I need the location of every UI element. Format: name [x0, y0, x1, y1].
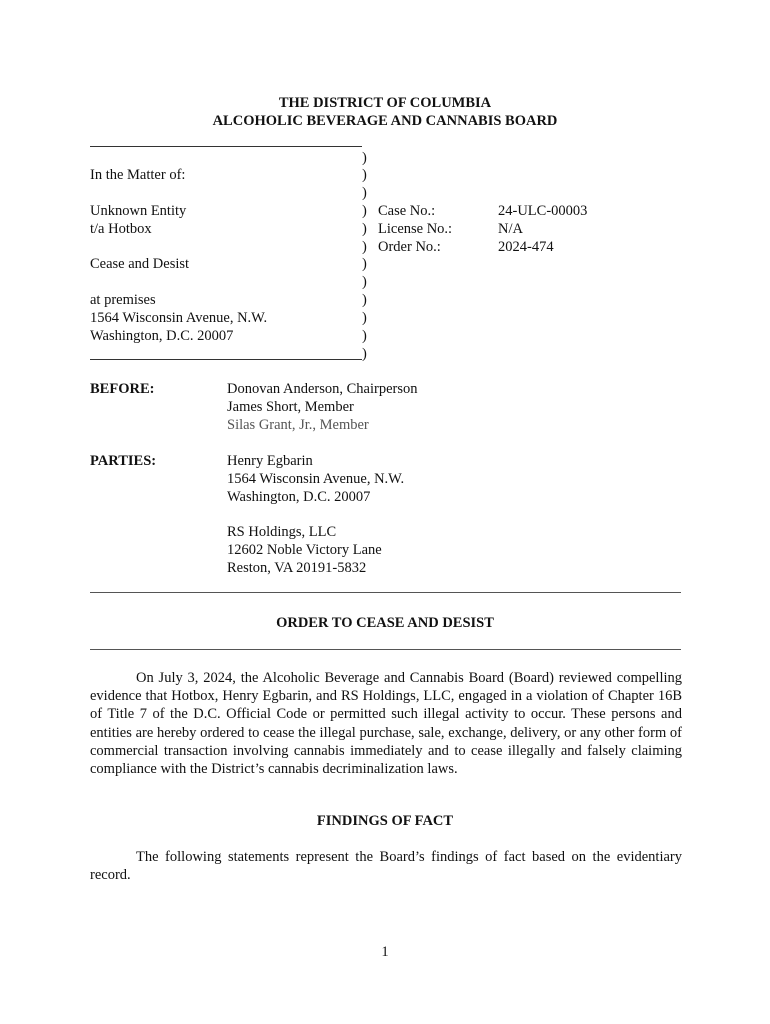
matter-label: In the Matter of: — [90, 167, 186, 183]
board-member: Silas Grant, Jr., Member — [227, 417, 369, 433]
before-label: BEFORE: — [90, 381, 155, 397]
entity-name: Unknown Entity — [90, 203, 187, 219]
parties-label: PARTIES: — [90, 453, 157, 469]
section-rule — [90, 592, 681, 593]
caption-paren: ) — [362, 310, 367, 326]
party-line: Henry Egbarin — [227, 453, 313, 469]
case-no-value: 24-ULC-00003 — [498, 203, 588, 219]
board-member: Donovan Anderson, Chairperson — [227, 381, 418, 397]
page-number: 1 — [381, 944, 389, 960]
caption-paren: ) — [362, 346, 367, 362]
premises-city: Washington, D.C. 20007 — [90, 328, 234, 344]
caption-paren: ) — [362, 292, 367, 308]
caption-paren: ) — [362, 239, 367, 255]
caption-paren: ) — [362, 150, 367, 166]
caption-paren: ) — [362, 256, 367, 272]
party-line: Reston, VA 20191-5832 — [227, 560, 367, 576]
order-no-label: Order No.: — [378, 239, 441, 255]
intro-paragraph: On July 3, 2024, the Alcoholic Beverage and Cannabis Board (Board) reviewed compelling evidence that Hotbox, Henry Egbarin, and RS Holdings, LLC, engaged in a violation of Chapter 16B of Title 7 of the D.C. Official Code or permitted such illegal activity to occur. These persons and entities are hereby ordered to cease the illegal purchase, sale, exchange, delivery, or any other form of commercial transaction involving cannabis immediately and to cease illegally and falsely claiming compliance with the District’s cannabis decriminalization laws. — [90, 670, 682, 778]
agency-title: THE DISTRICT OF COLUMBIA — [278, 95, 492, 111]
board-title: ALCOHOLIC BEVERAGE AND CANNABIS BOARD — [212, 113, 558, 129]
order-no-value: 2024-474 — [498, 239, 554, 255]
license-no-value: N/A — [498, 221, 523, 237]
party-line: 12602 Noble Victory Lane — [227, 542, 382, 558]
party-line: 1564 Wisconsin Avenue, N.W. — [227, 471, 405, 487]
case-no-label: Case No.: — [378, 203, 436, 219]
action-label: Cease and Desist — [90, 256, 190, 272]
caption-paren: ) — [362, 185, 367, 201]
caption-top-rule — [90, 146, 362, 147]
caption-paren: ) — [362, 203, 367, 219]
caption-paren: ) — [362, 167, 367, 183]
party-line: Washington, D.C. 20007 — [227, 489, 371, 505]
board-member: James Short, Member — [227, 399, 354, 415]
premises-street: 1564 Wisconsin Avenue, N.W. — [90, 310, 268, 326]
order-title: ORDER TO CEASE AND DESIST — [276, 615, 494, 631]
section-rule — [90, 649, 681, 650]
trade-name: t/a Hotbox — [90, 221, 152, 237]
caption-paren: ) — [362, 274, 367, 290]
caption-paren: ) — [362, 328, 367, 344]
caption-paren: ) — [362, 221, 367, 237]
license-no-label: License No.: — [378, 221, 453, 237]
findings-heading: FINDINGS OF FACT — [316, 813, 454, 829]
party-line: RS Holdings, LLC — [227, 524, 337, 540]
caption-bottom-rule — [90, 359, 362, 360]
findings-paragraph: The following statements represent the Board’s findings of fact based on the evidentiary record. — [90, 849, 682, 884]
premises-label: at premises — [90, 292, 156, 308]
